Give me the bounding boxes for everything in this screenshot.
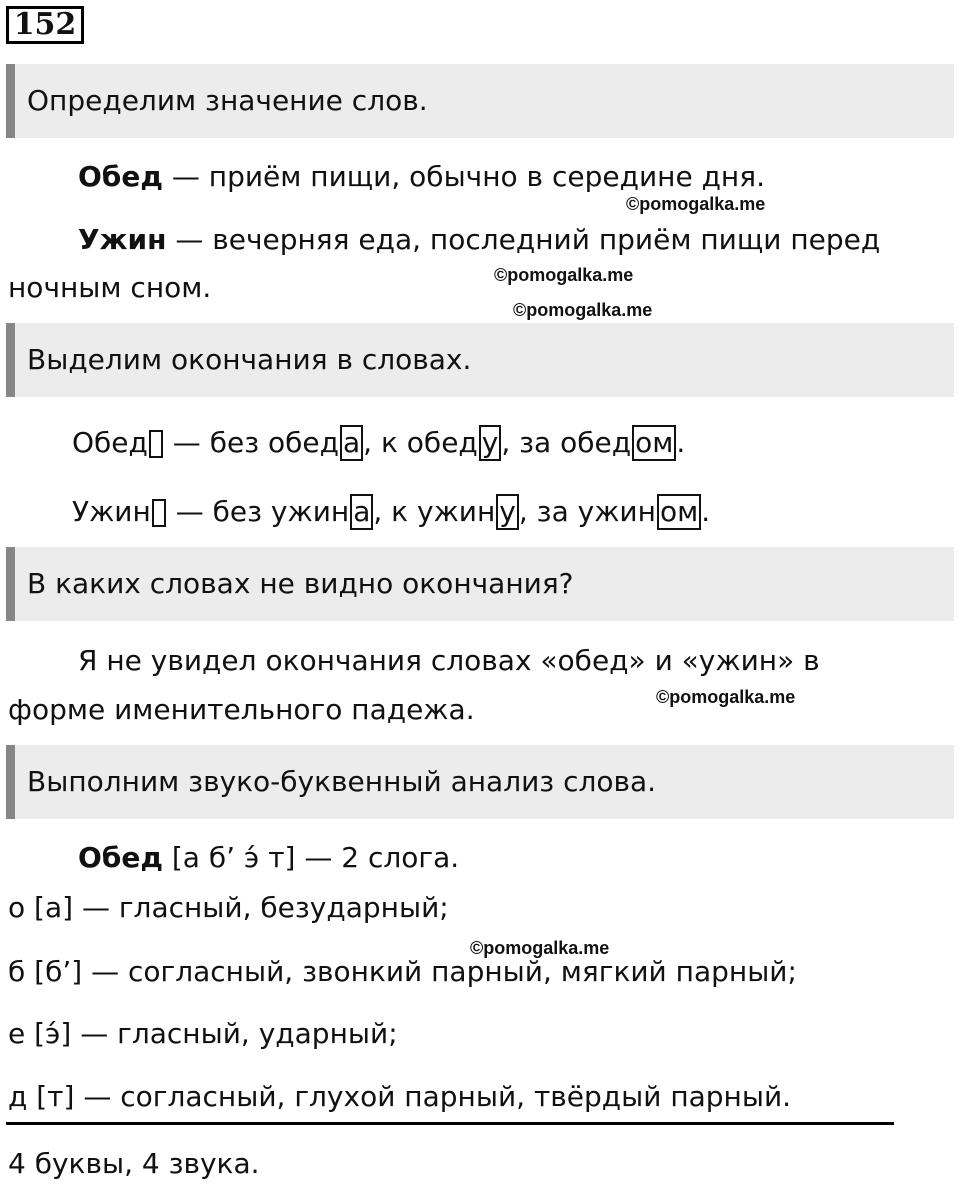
- ending-box: у: [479, 425, 502, 461]
- ending-box: а: [340, 425, 363, 461]
- section-heading-endings: [6, 323, 954, 397]
- section-heading-analysis: [6, 745, 954, 819]
- dash: —: [163, 426, 210, 459]
- section-heading-text: Определим значение слов.: [27, 84, 428, 117]
- form-stem: к обед: [372, 426, 478, 459]
- analysis-line: о [а] — гласный, безударный;: [8, 891, 449, 924]
- dash: —: [166, 495, 213, 528]
- base-word: Обед: [72, 426, 148, 459]
- ending-box: ом: [657, 494, 701, 530]
- endings-row-obed: [72, 425, 685, 461]
- term-uzhin: Ужин: [78, 223, 167, 256]
- analysis-line: е [э́] — гласный, ударный;: [8, 1017, 398, 1050]
- section-heading-text: Выделим окончания в словах.: [27, 343, 472, 376]
- definition-uzhin: [78, 224, 880, 256]
- divider-line: [6, 1122, 894, 1125]
- form-stem: за ужин: [527, 495, 656, 528]
- period: .: [676, 426, 686, 459]
- section-heading-question: [6, 547, 954, 621]
- definition-uzhin-text: — вечерняя еда, последний приём пищи перед: [166, 223, 881, 256]
- ending-box: а: [350, 494, 373, 530]
- analysis-word: Обед: [78, 841, 163, 874]
- section-heading-meaning: [6, 64, 954, 138]
- watermark: ©pomogalka.me: [470, 938, 610, 958]
- endings-row-uzhin: [72, 494, 710, 530]
- comma: ,: [501, 426, 511, 459]
- section-heading-text: Выполним звуко-буквенный анализ слова.: [27, 765, 657, 798]
- analysis-summary: 4 буквы, 4 звука.: [8, 1147, 260, 1180]
- ending-box: ом: [632, 425, 676, 461]
- definition-uzhin-cont: ночным сном.: [8, 271, 212, 304]
- analysis-line: б [б’] — согласный, звонкий парный, мягкий парный;: [8, 955, 797, 988]
- base-word: Ужин: [72, 495, 151, 528]
- watermark: ©pomogalka.me: [494, 265, 634, 285]
- analysis-transcription: [а б’ э́ т] — 2 слога.: [162, 841, 460, 874]
- zero-ending-box: [152, 499, 166, 527]
- definition-obed: [78, 161, 765, 193]
- period: .: [701, 495, 711, 528]
- comma: ,: [363, 426, 373, 459]
- comma: ,: [373, 495, 383, 528]
- watermark: ©pomogalka.me: [656, 687, 796, 707]
- watermark: ©pomogalka.me: [513, 300, 653, 320]
- zero-ending-box: [149, 430, 163, 458]
- analysis-line: д [т] — согласный, глухой парный, твёрдый парный.: [8, 1080, 792, 1113]
- answer-line-1: Я не увидел окончания словах «обед» и «ужин» в: [78, 644, 820, 677]
- form-stem: к ужин: [382, 495, 496, 528]
- analysis-title: [78, 842, 459, 874]
- watermark: ©pomogalka.me: [626, 194, 766, 214]
- section-heading-text: В каких словах не видно окончания?: [27, 567, 574, 600]
- form-stem: за обед: [510, 426, 632, 459]
- term-obed: Обед: [78, 160, 163, 193]
- comma: ,: [518, 495, 528, 528]
- answer-line-2: форме именительного падежа.: [8, 693, 475, 726]
- form-stem: без ужин: [212, 495, 350, 528]
- task-number: 152: [6, 6, 84, 44]
- definition-obed-text: — приём пищи, обычно в середине дня.: [162, 160, 765, 193]
- form-stem: без обед: [209, 426, 339, 459]
- ending-box: у: [496, 494, 519, 530]
